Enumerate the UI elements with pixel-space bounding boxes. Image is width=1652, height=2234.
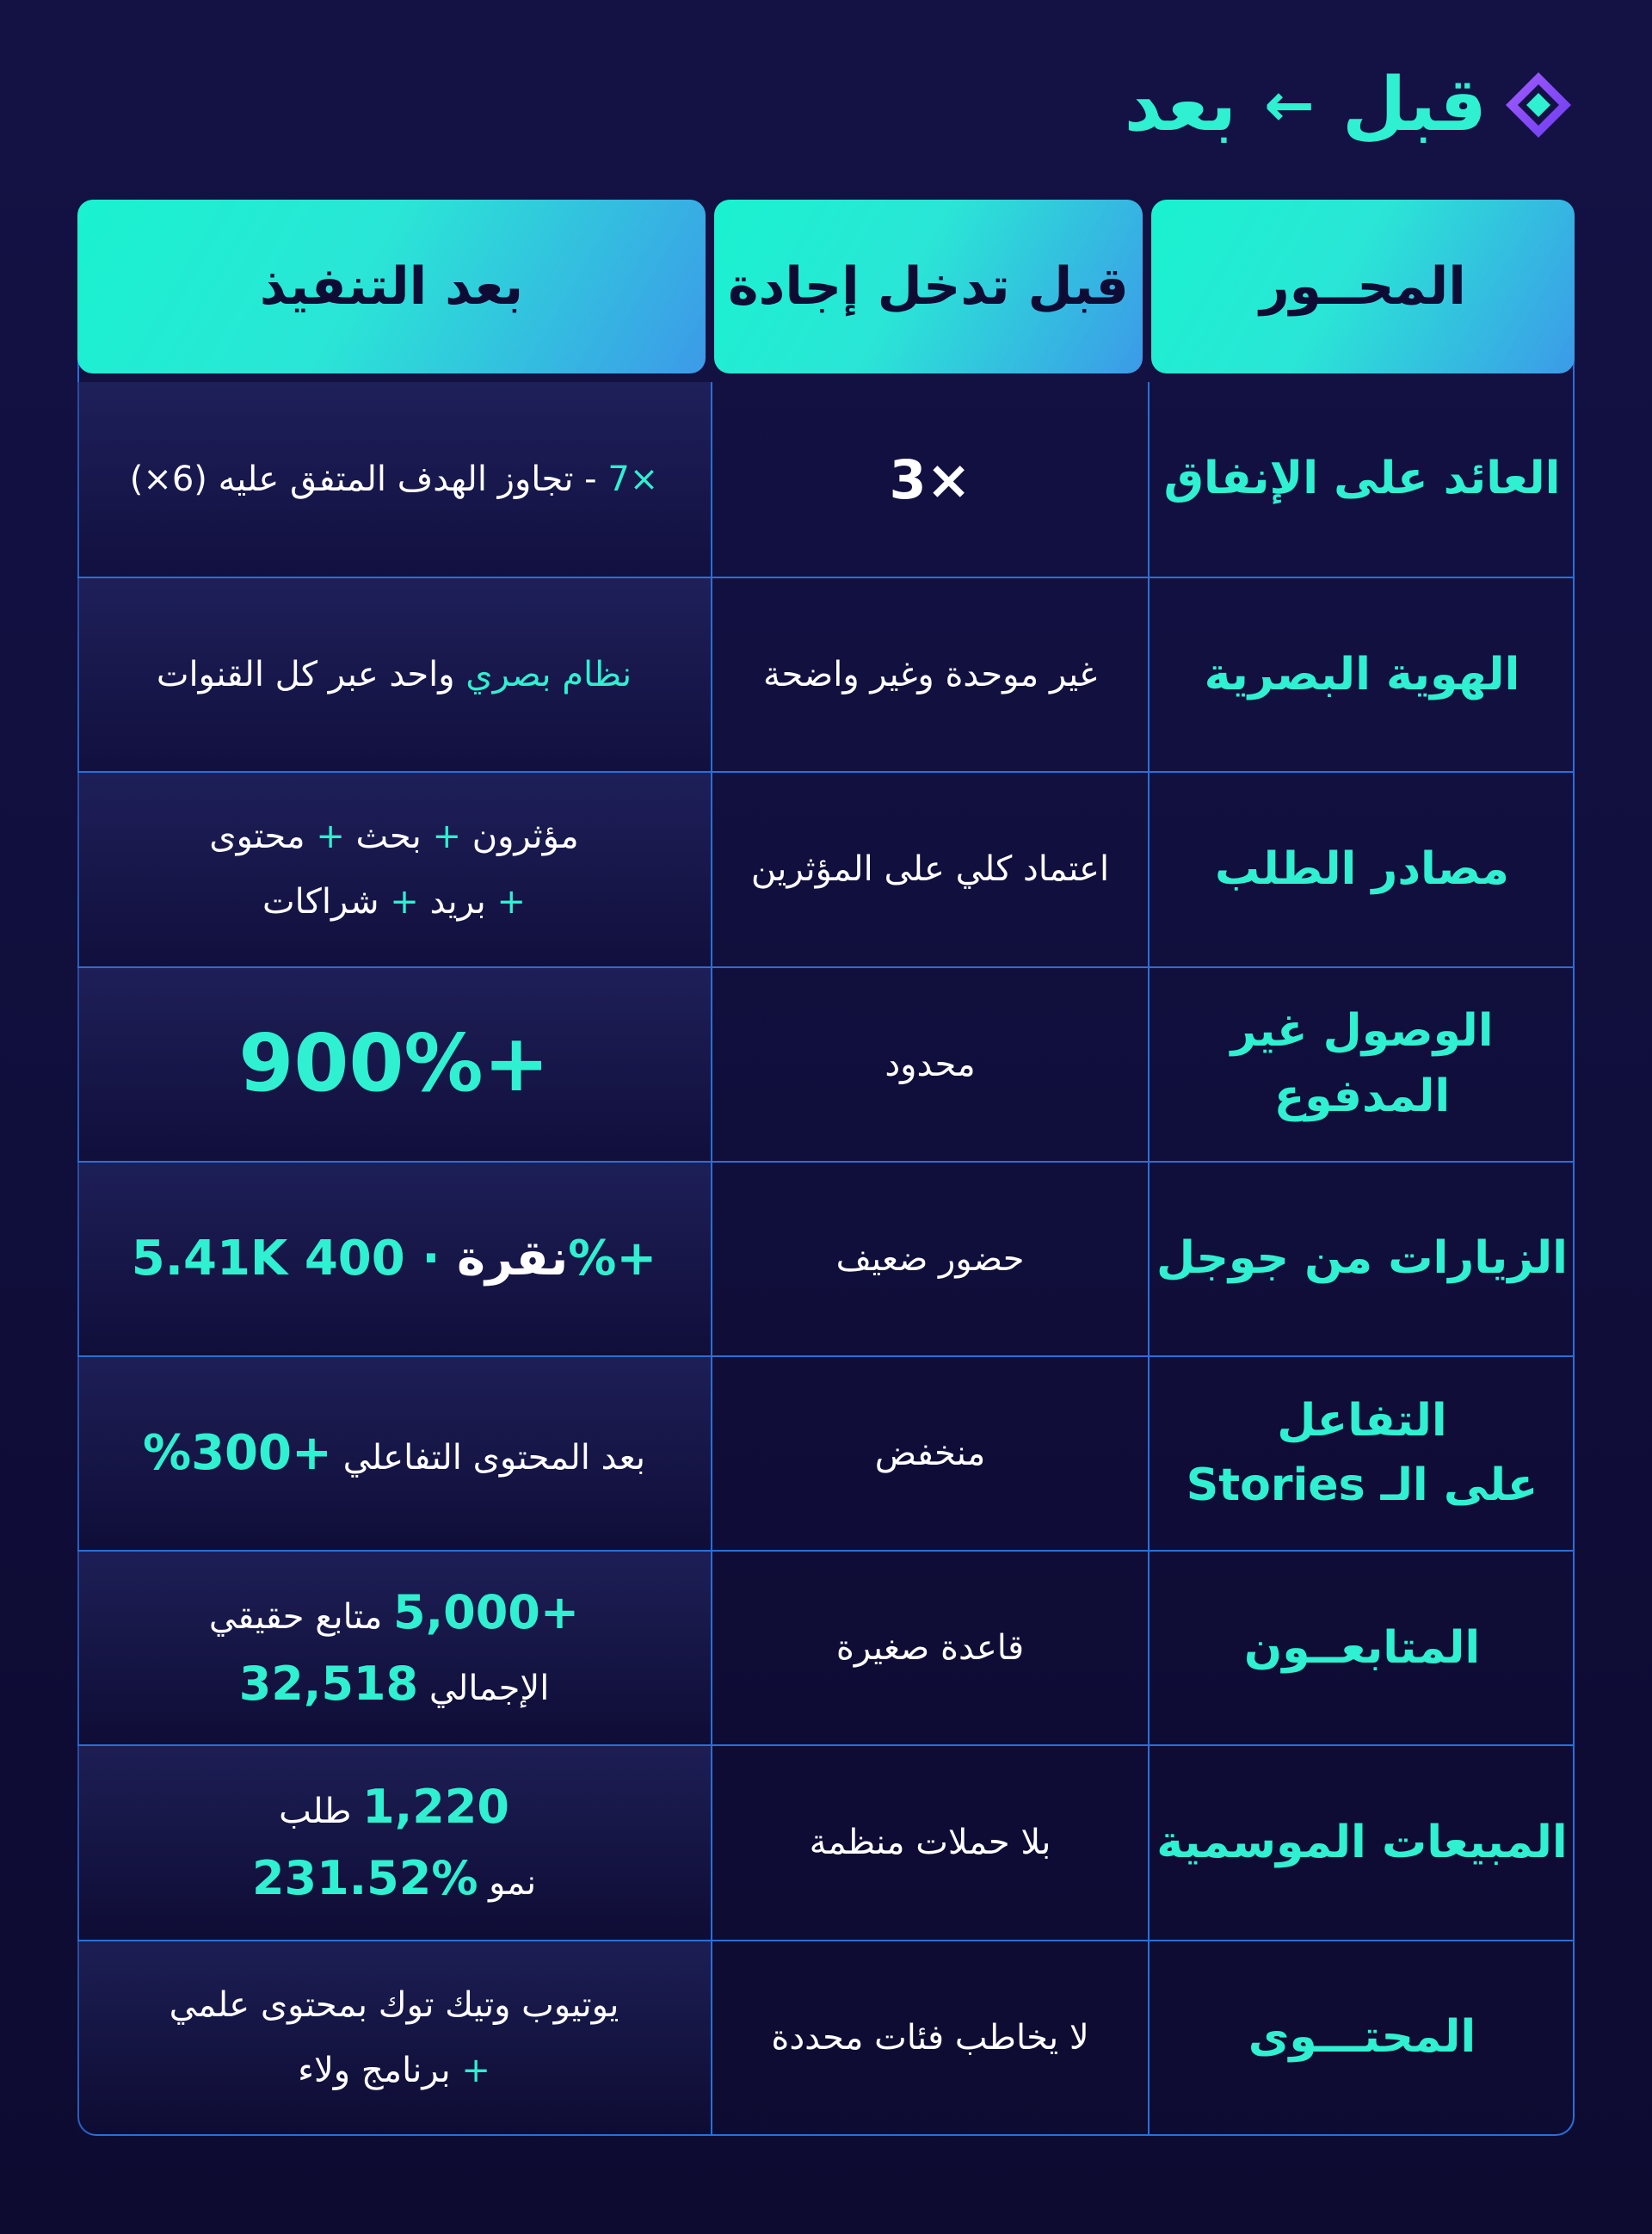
after-line-2 xyxy=(252,1842,536,1915)
table-row xyxy=(77,1161,1575,1355)
page-title xyxy=(1125,53,1575,157)
table-row xyxy=(77,1940,1575,2134)
after-cell xyxy=(77,1357,711,1550)
before-cell xyxy=(711,382,1148,577)
before-cell: اعتماد كلي على المؤثرين xyxy=(711,773,1148,966)
after-percent: 400%+ xyxy=(304,1230,657,1287)
axis-cell: الوصول غير المدفوع xyxy=(1148,968,1575,1161)
after-cell xyxy=(77,1163,711,1355)
before-cell: منخفض xyxy=(711,1357,1148,1550)
source-content: محتوى xyxy=(209,817,305,857)
after-accent: 7× xyxy=(607,460,659,500)
table-row xyxy=(77,382,1575,577)
table-row xyxy=(77,966,1575,1161)
after-accent: +300% xyxy=(142,1424,332,1481)
header-before: قبل تدخل إجادة xyxy=(714,200,1143,373)
after-value xyxy=(157,642,632,707)
after-clicks: 5.41K xyxy=(131,1230,288,1287)
table-row xyxy=(77,1744,1575,1939)
after-cell xyxy=(77,578,711,771)
after-line-1 xyxy=(209,804,578,869)
axis-cell: المبيعات الموسمية xyxy=(1148,1746,1575,1939)
axis-cell: الزيارات من جوجل xyxy=(1148,1163,1575,1355)
after-text: بعد المحتوى التفاعلي xyxy=(342,1437,646,1478)
before-cell: حضور ضعيف xyxy=(711,1163,1148,1355)
table-row xyxy=(77,1355,1575,1550)
after-cell xyxy=(77,1552,711,1744)
axis-cell: الهوية البصرية xyxy=(1148,578,1575,771)
after-cell xyxy=(77,773,711,966)
after-cell xyxy=(77,1746,711,1939)
diamond-icon xyxy=(1502,69,1575,141)
comparison-table xyxy=(77,200,1575,2136)
arrow-icon: ← xyxy=(1264,70,1315,140)
table-header xyxy=(77,200,1575,373)
source-email: بريد xyxy=(429,882,486,923)
growth-label: نمو xyxy=(489,1863,537,1904)
header-axis: المحــور xyxy=(1151,200,1575,373)
axis-cell: المتابعــون xyxy=(1148,1552,1575,1744)
separator-dot: · xyxy=(422,1230,441,1287)
after-line-1 xyxy=(279,1771,509,1843)
after-value xyxy=(130,447,659,512)
after-cell xyxy=(77,1941,711,2134)
after-text: واحد عبر كل القنوات xyxy=(156,655,455,695)
growth-value: %231.52 xyxy=(251,1851,478,1906)
plus-icon: + xyxy=(432,817,462,857)
before-value: 3× xyxy=(889,447,971,511)
after-line-1: يوتيوب وتيك توك بمحتوى علمي xyxy=(169,1984,620,2025)
after-line-2 xyxy=(262,869,526,935)
table-row xyxy=(77,1550,1575,1744)
after-clicks-unit: نقرة xyxy=(457,1230,569,1287)
plus-icon: + xyxy=(461,2050,490,2090)
table-body xyxy=(77,382,1575,2134)
after-value xyxy=(132,1213,657,1305)
before-cell: لا يخاطب فئات محددة xyxy=(711,1941,1148,2134)
after-accent: نظام بصري xyxy=(465,655,632,695)
before-cell: قاعدة صغيرة xyxy=(711,1552,1148,1744)
title-after: بعد xyxy=(1124,62,1237,148)
followers-label: متابع حقيقي xyxy=(208,1596,383,1637)
axis-line-1: التفاعل xyxy=(1277,1394,1447,1447)
after-line-2 xyxy=(239,1648,550,1720)
followers-value: 5,000+ xyxy=(393,1584,580,1639)
axis-cell: مصادر الطلب xyxy=(1148,773,1575,966)
orders-value: 1,220 xyxy=(362,1779,509,1834)
after-cell xyxy=(77,382,711,577)
after-big-value: 900%+ xyxy=(238,1017,550,1110)
after-value xyxy=(143,1408,645,1499)
after-line-2 xyxy=(298,2038,490,2103)
after-text: - تجاوز الهدف المتفق عليه (6×) xyxy=(129,460,597,500)
title-before: قبل xyxy=(1341,62,1487,148)
axis-cell xyxy=(1148,1357,1575,1550)
total-label: الإجمالي xyxy=(428,1669,550,1709)
total-value: 32,518 xyxy=(238,1657,419,1712)
source-partnerships: شراكات xyxy=(262,882,379,923)
after-line-1 xyxy=(209,1577,579,1649)
source-search: بحث xyxy=(355,817,422,857)
plus-icon: + xyxy=(316,817,345,857)
source-influencers: مؤثرون xyxy=(472,817,579,857)
table-row xyxy=(77,771,1575,966)
before-cell: محدود xyxy=(711,968,1148,1161)
axis-cell: العائد على الإنفاق xyxy=(1148,382,1575,577)
header-after: بعد التنفيذ xyxy=(77,200,706,373)
axis-line-2: على الـ Stories xyxy=(1186,1460,1538,1512)
orders-label: طلب xyxy=(279,1791,352,1831)
before-cell: بلا حملات منظمة xyxy=(711,1746,1148,1939)
plus-icon: + xyxy=(496,882,527,923)
after-cell xyxy=(77,968,711,1161)
table-row xyxy=(77,577,1575,771)
axis-cell: المحتـــوى xyxy=(1148,1941,1575,2134)
plus-icon: + xyxy=(390,882,419,923)
loyalty-program: برنامج ولاء xyxy=(298,2050,451,2090)
before-cell: غير موحدة وغير واضحة xyxy=(711,578,1148,771)
